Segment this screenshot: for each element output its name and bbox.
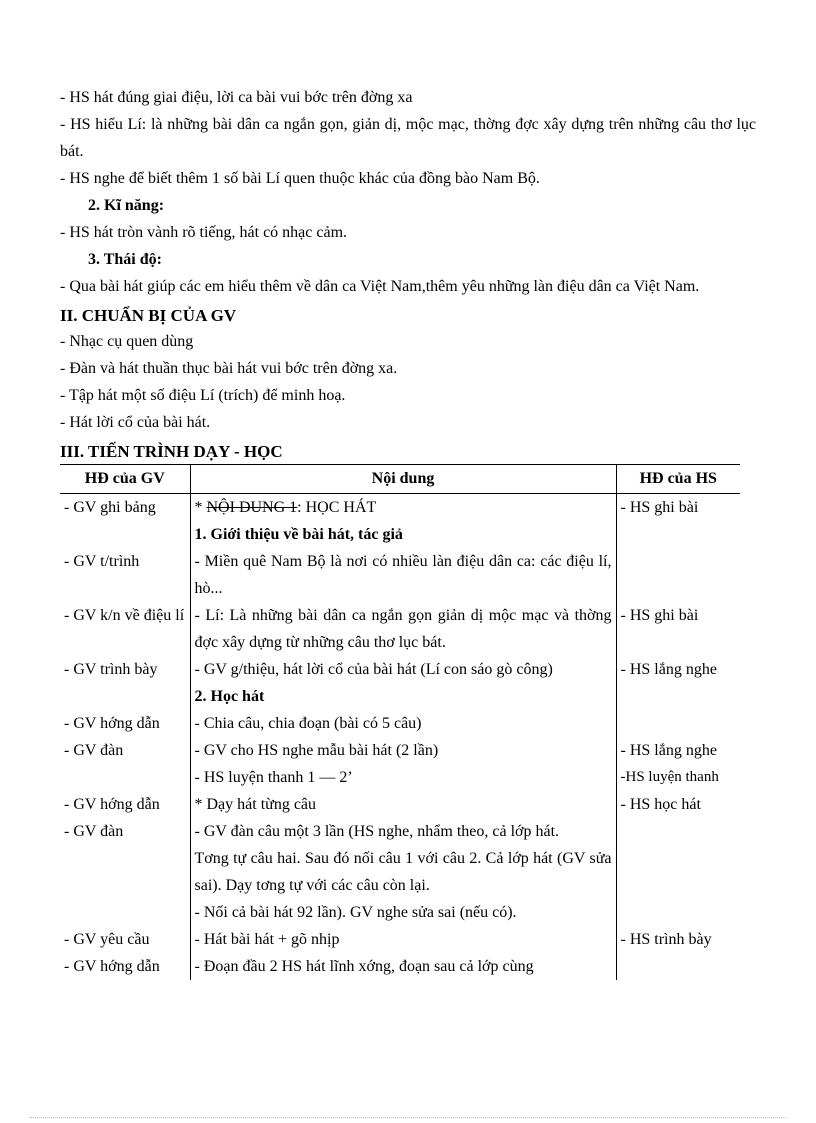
table-row [60, 656, 740, 683]
col-header-content: Nội dung [190, 465, 616, 494]
objective-line-3: - HS nghe để biết thêm 1 số bài Lí quen thuộc khác của đồng bào Nam Bộ. [60, 170, 540, 187]
cell-hs: - HS trình bày [620, 931, 712, 948]
cell-hs [616, 710, 740, 737]
content-rest: : HỌC HÁT [297, 499, 377, 516]
table-row [60, 737, 740, 764]
cell-hs [616, 953, 740, 980]
prep-heading: II. CHUẨN BỊ CỦA GV [60, 306, 237, 325]
table-row [60, 521, 740, 548]
prep-item-4: - Hát lời cổ của bài hát. [60, 414, 211, 431]
cell-content: - Miền quê Nam Bộ là nơi có nhiều làn điệu dân ca: các điệu lí, hò... [190, 548, 616, 602]
cell-hs: - HS lắng nghe [620, 742, 717, 759]
cell-gv: - GV đàn [64, 742, 124, 759]
cell-hs [616, 818, 740, 845]
cell-hs: - HS ghi bài [620, 607, 699, 624]
cell-hs: - HS học hát [620, 796, 701, 813]
cell-content: - Lí: Là những bài dân ca ngắn gọn giản dị mộc mạc và thờng đợc xây dựng từ những câu thơ lục bát. [190, 602, 616, 656]
skills-heading: 2. Kĩ năng: [88, 197, 165, 214]
col-header-hs: HĐ của HS [616, 465, 740, 494]
table-row [60, 818, 740, 845]
cell-gv [60, 683, 190, 710]
cell-hs: - HS ghi bài [620, 499, 699, 516]
cell-content: - GV cho HS nghe mẫu bài hát (2 lần) [190, 737, 616, 764]
cell-content: - GV đàn câu một 3 lần (HS nghe, nhẩm theo, cả lớp hát. [190, 818, 616, 845]
cell-content: 1. Giới thiệu về bài hát, tác giả [190, 521, 616, 548]
attitude-heading: 3. Thái độ: [88, 251, 162, 268]
cell-content: Tơng tự câu hai. Sau đó nối câu 1 với câu 2. Cả lớp hát (GV sửa sai). Dạy tơng tự với các câu còn lại. [190, 845, 616, 899]
cell-content: 2. Học hát [190, 683, 616, 710]
cell-hs [616, 548, 740, 602]
table-row [60, 899, 740, 926]
table-row [60, 710, 740, 737]
cell-gv: - GV ghi bảng [64, 499, 156, 516]
table-row [60, 791, 740, 818]
cell-hs [616, 899, 740, 926]
cell-gv [60, 764, 190, 791]
skills-line: - HS hát tròn vành rõ tiếng, hát có nhạc cảm. [60, 224, 348, 241]
cell-hs: - HS lắng nghe [620, 661, 717, 678]
objective-line-1: - HS hát đúng giai điệu, lời ca bài vui bớc trên đờng xa [60, 89, 413, 106]
cell-gv: - GV hớng dẫn [64, 715, 160, 732]
cell-content: - Nối cả bài hát 92 lần). GV nghe sửa sai (nếu có). [190, 899, 616, 926]
cell-gv [60, 521, 190, 548]
cell-hs [616, 521, 740, 548]
prep-item-1: - Nhạc cụ quen dùng [60, 333, 194, 350]
cell-gv: - GV hớng dẫn [64, 958, 160, 975]
cell-content: - Chia câu, chia đoạn (bài có 5 câu) [190, 710, 616, 737]
cell-gv [60, 845, 190, 899]
page-bottom-divider [30, 1117, 786, 1118]
cell-gv: - GV hớng dẫn [64, 796, 160, 813]
table-row [60, 548, 740, 602]
table-row [60, 602, 740, 656]
cell-content: - GV g/thiệu, hát lời cổ của bài hát (Lí con sáo gò công) [190, 656, 616, 683]
table-row [60, 845, 740, 899]
table-row [60, 764, 740, 791]
lesson-table [60, 464, 740, 980]
cell-content: - Đoạn đầu 2 HS hát lĩnh xớng, đoạn sau cả lớp cùng [190, 953, 616, 980]
attitude-line: - Qua bài hát giúp các em hiểu thêm về dân ca Việt Nam,thêm yêu những làn điệu dân ca Việt Nam. [60, 278, 700, 295]
cell-gv: - GV t/trình [64, 553, 140, 570]
cell-content: * Dạy hát từng câu [190, 791, 616, 818]
content-prefix: * [194, 499, 207, 516]
table-row [60, 683, 740, 710]
cell-content: - HS luyện thanh 1 — 2’ [190, 764, 616, 791]
content-strike: NỘI DUNG 1 [206, 499, 298, 516]
prep-item-3: - Tập hát một số điệu Lí (trích) để minh hoạ. [60, 387, 346, 404]
cell-hs: -HS luyện thanh [620, 769, 719, 785]
cell-content [190, 494, 616, 522]
col-header-gv: HĐ của GV [60, 465, 190, 494]
cell-hs [616, 683, 740, 710]
cell-hs [616, 845, 740, 899]
objective-line-2: - HS hiểu Lí: là những bài dân ca ngắn gọn, giản dị, mộc mạc, thờng đợc xây dựng trên những câu thơ lục bát. [60, 116, 756, 160]
cell-gv: - GV trình bày [64, 661, 158, 678]
table-row [60, 953, 740, 980]
cell-content: - Hát bài hát + gõ nhịp [190, 926, 616, 953]
cell-gv: - GV yêu cầu [64, 931, 150, 948]
table-header-row [60, 465, 740, 494]
cell-gv: - GV k/n về điệu lí [64, 607, 185, 624]
table-row [60, 494, 740, 522]
cell-gv [60, 899, 190, 926]
process-heading: III. TIẾN TRÌNH DẠY - HỌC [60, 442, 283, 461]
document-page [60, 84, 756, 980]
cell-gv: - GV đàn [64, 823, 124, 840]
prep-item-2: - Đàn và hát thuần thục bài hát vui bớc trên đờng xa. [60, 360, 398, 377]
table-row [60, 926, 740, 953]
